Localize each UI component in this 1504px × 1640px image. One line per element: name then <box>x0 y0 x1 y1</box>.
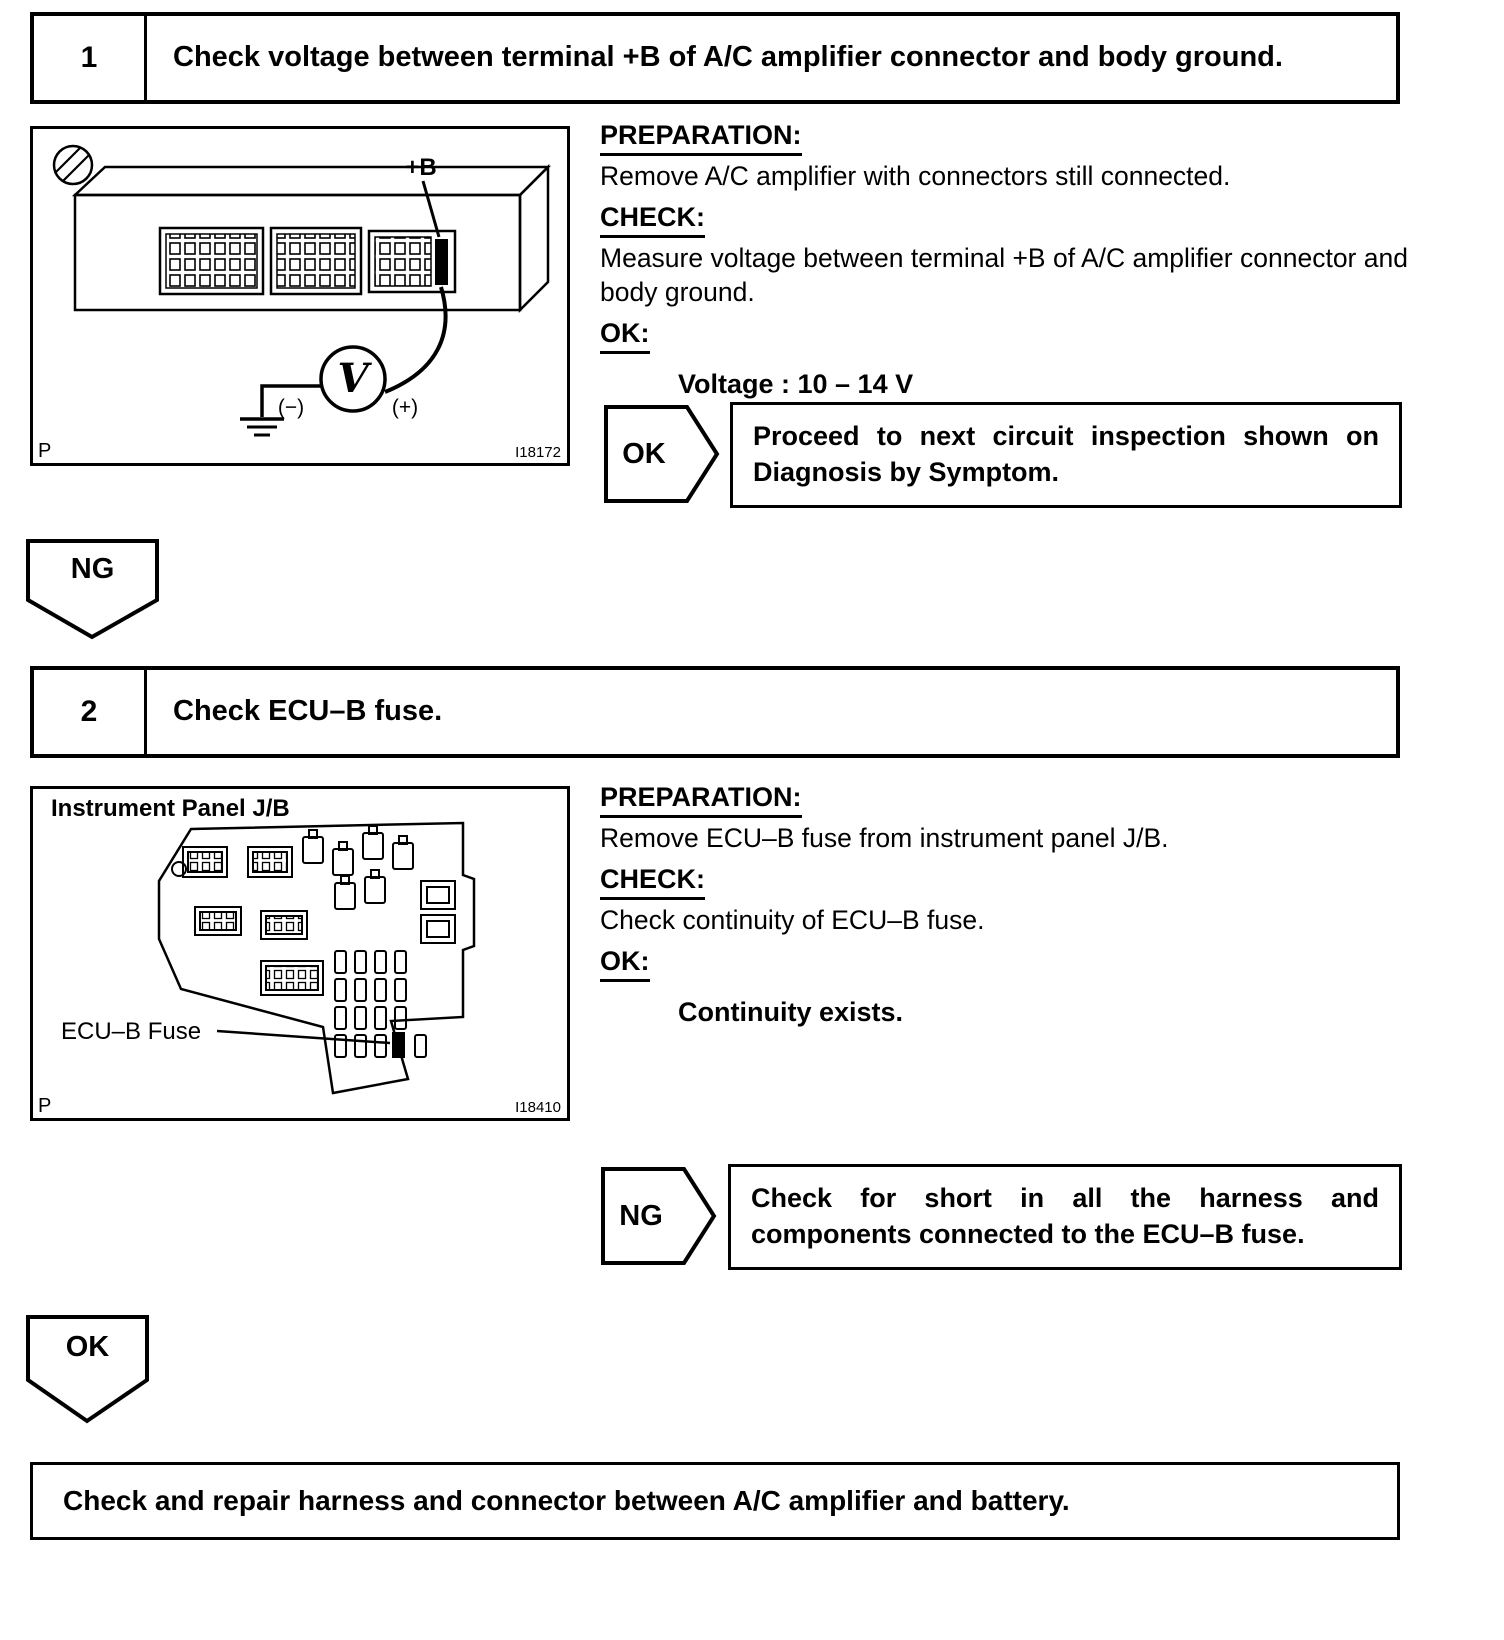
terminal-b-label: +B <box>405 154 437 181</box>
figure2-box <box>30 786 570 1121</box>
ng-pointer-label: NG <box>70 552 115 585</box>
junction-block-figure <box>33 789 567 1118</box>
ok-pointer-1 <box>603 404 721 504</box>
ground-icon <box>240 419 284 435</box>
figure1-box <box>30 126 570 466</box>
negative-probe-label: (−) <box>277 396 305 419</box>
figure2-title: Instrument Panel J/B <box>51 795 290 822</box>
step1-header <box>30 12 1400 104</box>
ng-pointer-label: NG <box>619 1199 663 1232</box>
preparation-label: PREPARATION: <box>600 780 802 818</box>
fuse-leader-line <box>217 1031 390 1043</box>
final-instruction-box <box>30 1462 1400 1540</box>
ng-pointer-2 <box>600 1166 718 1266</box>
corner-mark: P <box>38 440 52 462</box>
step2-header <box>30 666 1400 758</box>
corner-mark: P <box>38 1095 52 1117</box>
preparation-text: Remove A/C amplifier with connectors still connected. <box>600 161 1231 191</box>
ok-pointer-2 <box>25 1314 150 1424</box>
terminal-b-pin <box>435 239 448 285</box>
step1-number: 1 <box>34 16 147 100</box>
ok-pointer-label: OK <box>622 437 666 470</box>
step1-title: Check voltage between terminal +B of A/C amplifier connector and body ground. <box>173 41 1283 74</box>
ecu-b-fuse <box>392 1032 405 1058</box>
ng-pointer-1 <box>25 538 160 640</box>
large-fuse-holders <box>421 881 455 943</box>
step1-instructions <box>600 118 1432 401</box>
ok-spec: Voltage : 10 – 14 V <box>678 369 914 399</box>
check-label: CHECK: <box>600 200 705 238</box>
junction-block-relays <box>303 826 413 909</box>
screw-icon <box>51 143 93 185</box>
ok-result-box <box>730 402 1402 508</box>
ac-amplifier-figure <box>33 129 567 463</box>
ok-spec: Continuity exists. <box>678 997 904 1027</box>
positive-probe-label: (+) <box>391 396 419 419</box>
junction-block-connectors <box>183 847 323 995</box>
ok-label: OK: <box>600 316 650 354</box>
ok-pointer-label: OK <box>65 1330 110 1363</box>
step2-title: Check ECU–B fuse. <box>173 695 443 728</box>
step2-number: 2 <box>34 670 147 754</box>
ng-result-box <box>728 1164 1402 1270</box>
figure-id: I18410 <box>515 1099 561 1116</box>
ok-result-text: Proceed to next circuit inspection shown on Diagnosis by Symptom. <box>753 421 1379 487</box>
final-instruction-text: Check and repair harness and connector between A/C amplifier and battery. <box>63 1485 1070 1516</box>
ng-result-text: Check for short in all the harness and components connected to the ECU–B fuse. <box>751 1183 1379 1249</box>
check-text: Check continuity of ECU–B fuse. <box>600 905 985 935</box>
ecu-b-fuse-label: ECU–B Fuse <box>61 1018 202 1045</box>
step2-instructions <box>600 780 1432 1029</box>
voltmeter-letter: V <box>337 355 369 402</box>
check-text: Measure voltage between terminal +B of A/C amplifier connector and body ground. <box>600 243 1408 307</box>
preparation-text: Remove ECU–B fuse from instrument panel J/B. <box>600 823 1169 853</box>
ok-label: OK: <box>600 944 650 982</box>
check-label: CHECK: <box>600 862 705 900</box>
preparation-label: PREPARATION: <box>600 118 802 156</box>
figure-id: I18172 <box>515 444 561 461</box>
amplifier-connectors <box>160 228 455 294</box>
